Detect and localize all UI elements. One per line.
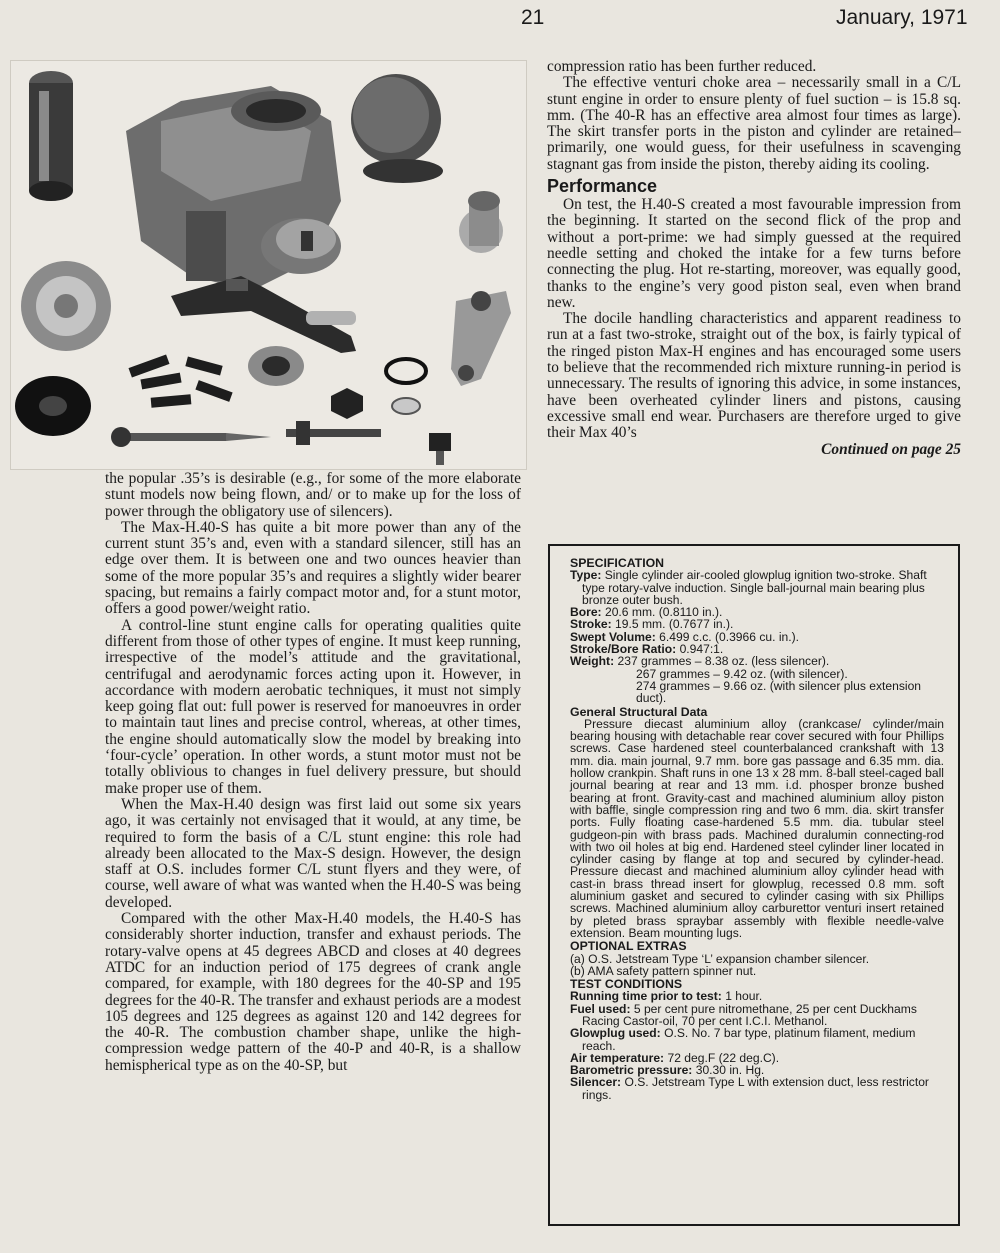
optional-extra-b: (b) AMA safety pattern spinner nut. bbox=[570, 963, 757, 978]
air-temp-value: 72 deg.F (22 deg.C). bbox=[667, 1050, 780, 1065]
engine-parts-photo bbox=[10, 60, 527, 470]
paragraph: The Max-H.40-S has quite a bit more power than any of the current stunt 35’s and, even with a standard silencer, still has an edge over them. It is between one and two ounces heavier than some of the more popular 35’s and requires a slightly wider bearer spacing, but remains a fairly compact motor and, for a stunt motor, offers a good power/weight ratio. bbox=[105, 518, 521, 618]
fuel-label: Fuel used: bbox=[570, 1001, 631, 1016]
rear-cover-part bbox=[21, 261, 111, 351]
air-temp-label: Air temperature: bbox=[570, 1050, 665, 1065]
right-column bbox=[547, 59, 961, 458]
spec-swept-value: 6.499 c.c. (0.3966 cu. in.). bbox=[659, 629, 799, 644]
optional-extra-a: (a) O.S. Jetstream Type ‘L’ expansion chamber silencer. bbox=[570, 951, 870, 966]
baro-value: 30.30 in. Hg. bbox=[695, 1063, 765, 1078]
optional-title: OPTIONAL EXTRAS bbox=[570, 939, 687, 954]
paragraph: On test, the H.40-S created a most favourable impression from the beginning. It started on the second flick of the prop and without a port-prime: we had simply guessed at the required needle setting and choked the intake for a few turns before connecting the plug. Hot re-starting, moreover, was equally good, thanks to the engine’s very good piston seal, even when brand new. bbox=[547, 196, 961, 311]
spec-ratio-value: 0.947:1. bbox=[679, 642, 724, 657]
continued-note: Continued on page 25 bbox=[821, 440, 961, 458]
page-number: 21 bbox=[521, 6, 545, 29]
spec-weight-label: Weight: bbox=[570, 654, 615, 669]
paragraph: A control-line stunt engine calls for operating qualities quite different from those of other types of engine. It must keep running, irrespective of the model’s attitude and the gravitational, centrifugal and aerodynamic forces acting upon it. However, in accordance with modern aerobatic techniques, it must not simply keep going flat out: full power is reserved for manoeuvres in order to maintain taut lines and precise control, whereas, at other times, the engine should automatically slow the model by breaking into ‘four-cycle’ operation. In other words, a stunt motor must not be totally oblivious to changes in fuel delivery pressure, but should make proper use of them. bbox=[105, 616, 521, 797]
test-title: TEST CONDITIONS bbox=[570, 977, 683, 992]
spec-weight-1: 237 grammes – 8.38 oz. (less silencer). bbox=[617, 654, 830, 669]
engine-parts-illustration bbox=[11, 61, 526, 469]
spec-weight-3: 274 grammes – 9.66 oz. (with silencer plus extension duct). bbox=[636, 678, 922, 706]
specification-box bbox=[548, 544, 960, 1226]
left-column bbox=[105, 471, 521, 1074]
structural-text: Pressure diecast aluminium alloy (crankcase/ cylinder/main bearing housing with detachable rear cover secured with four Phillips screws. Case hardened steel counterbalanced crankshaft with 13 mm. dia. main journal, 9.7 mm. bore gas passage and 6.35 mm. dia. hollow crankpin. Shaft runs in one 13 x 28 mm. 8-ball steel-caged ball journal bearing at rear and 13 mm. i.d. phosper bronze bushed bearing at front. Gravity-cast and machined aluminium alloy piston with baffle, single compression ring and two 6 mm. dia. skirt transfer ports. Fully floating case-hardened 5.5 mm. dia. tubular steel gudgeon-pin with brass pads. Machined duralumin connecting-rod with two oil holes at big end. Hardened steel cylinder liner located in cylinder casing by flange at top and secured by cylinder-head. Pressure diecast and machined aluminium alloy cylinder head with cast-in brass thread insert for glowplug, recessed 0.8 mm. soft aluminium gasket and secured to cylinder casing with six Phillips screws. Machined aluminium alloy carburettor venturi insert retained by pleted brass spraybar assembly with flexible needle-valve extension. Beam mounting lugs. bbox=[570, 716, 944, 940]
spec-type-label: Type: bbox=[570, 568, 602, 583]
gudgeon-pin-part bbox=[306, 311, 356, 325]
issue-date: January, 1971 bbox=[836, 6, 968, 29]
spec-swept-label: Swept Volume: bbox=[570, 629, 656, 644]
spec-type-value: Single cylinder air-cooled glowplug ignition two-stroke. Shaft type rotary-valve induction. Single ball-journal main bearing plus bronze outer bush. bbox=[582, 568, 927, 607]
paragraph: compression ratio has been further reduced. bbox=[547, 58, 817, 75]
spec-bore-value: 20.6 mm. (0.8110 in.). bbox=[604, 605, 723, 620]
baro-label: Barometric pressure: bbox=[570, 1063, 693, 1078]
structural-title: General Structural Data bbox=[570, 704, 708, 719]
spec-stroke-label: Stroke: bbox=[570, 617, 612, 632]
spec-stroke-value: 19.5 mm. (0.7677 in.). bbox=[615, 617, 734, 632]
spec-title: SPECIFICATION bbox=[570, 556, 665, 570]
run-value: 1 hour. bbox=[725, 989, 763, 1004]
glowplug-label: Glowplug used: bbox=[570, 1026, 661, 1041]
silencer-label: Silencer: bbox=[570, 1075, 622, 1090]
paragraph: The effective venturi choke area – necessarily small in a C/L stunt engine in order to ensure plenty of fuel suction – is 15.8 sq. mm. (The 40-R has an effective area almost four times as large). The skirt transfer ports in the piston and cylinder are retained–primarily, one would guess, for their usefulness in scavenging stagnant gas from inside the piston, thereby aiding its cooling. bbox=[547, 74, 961, 173]
silencer-value: O.S. Jetstream Type L with extension duct, less restrictor rings. bbox=[582, 1075, 929, 1102]
cylinder-liner-part bbox=[29, 71, 73, 201]
gasket-part bbox=[392, 398, 420, 414]
spec-ratio-label: Stroke/Bore Ratio: bbox=[570, 642, 677, 657]
run-label: Running time prior to test: bbox=[570, 989, 722, 1004]
performance-heading: Performance bbox=[547, 176, 658, 197]
spec-weight-2: 267 grammes – 9.42 oz. (with silencer). bbox=[636, 666, 848, 681]
glowplug-value: O.S. No. 7 bar type, platinum filament, medium reach. bbox=[582, 1026, 916, 1053]
spec-bore-label: Bore: bbox=[570, 605, 602, 620]
paragraph: When the Max-H.40 design was first laid out some six years ago, it was certainly not envisaged that it would, at any time, be required to form the basis of a C/L stunt engine: this role had already been allocated to the Max-S design. However, the design staff at O.S. includes former C/L stunt flyers and they were, of course, well aware of what was wanted when the H.40-S was being developed. bbox=[105, 795, 521, 911]
fuel-value: 5 per cent pure nitromethane, 25 per cent Duckhams Racing Castor-oil, 70 per cent I.C.I. Methanol. bbox=[582, 1001, 917, 1028]
paragraph: Compared with the other Max-H.40 models, the H.40-S has considerably shorter induction, transfer and exhaust periods. The rotary-valve opens at 45 degrees ABCD and closes at 40 degrees ATDC for an induction period of 175 degrees of crank angle compared, for example, with 180 degrees for the 40-SP and 195 degrees for the 40-R. The transfer and exhaust periods are a modest 105 degrees and 125 degrees as against 120 and 142 degrees for the 40-R. The combustion chamber shape, unlike the high-compression wedge pattern of the 40-P and 40-R, is a shallow hemispherical type as on the 40-SP, but bbox=[105, 910, 521, 1074]
paragraph: The docile handling characteristics and apparent readiness to run at a fast two-stroke, straight out of the box, is fairly typical of the ringed piston Max-H engines and has encouraged some users to believe that the recommended rich mixture running-in period is unnecessary. The results of ignoring this advice, in some instances, have been overheated cylinder liners and pistons, causing excessive small end wear. Purchasers are therefore urged to give their Max 40’s bbox=[547, 310, 961, 442]
piston-part bbox=[261, 218, 341, 274]
paragraph: the popular .35’s is desirable (e.g., for some of the more elaborate stunt models now being flown, and/ or to make up for the loss of power through the obligatory use of silencers). bbox=[105, 470, 521, 520]
